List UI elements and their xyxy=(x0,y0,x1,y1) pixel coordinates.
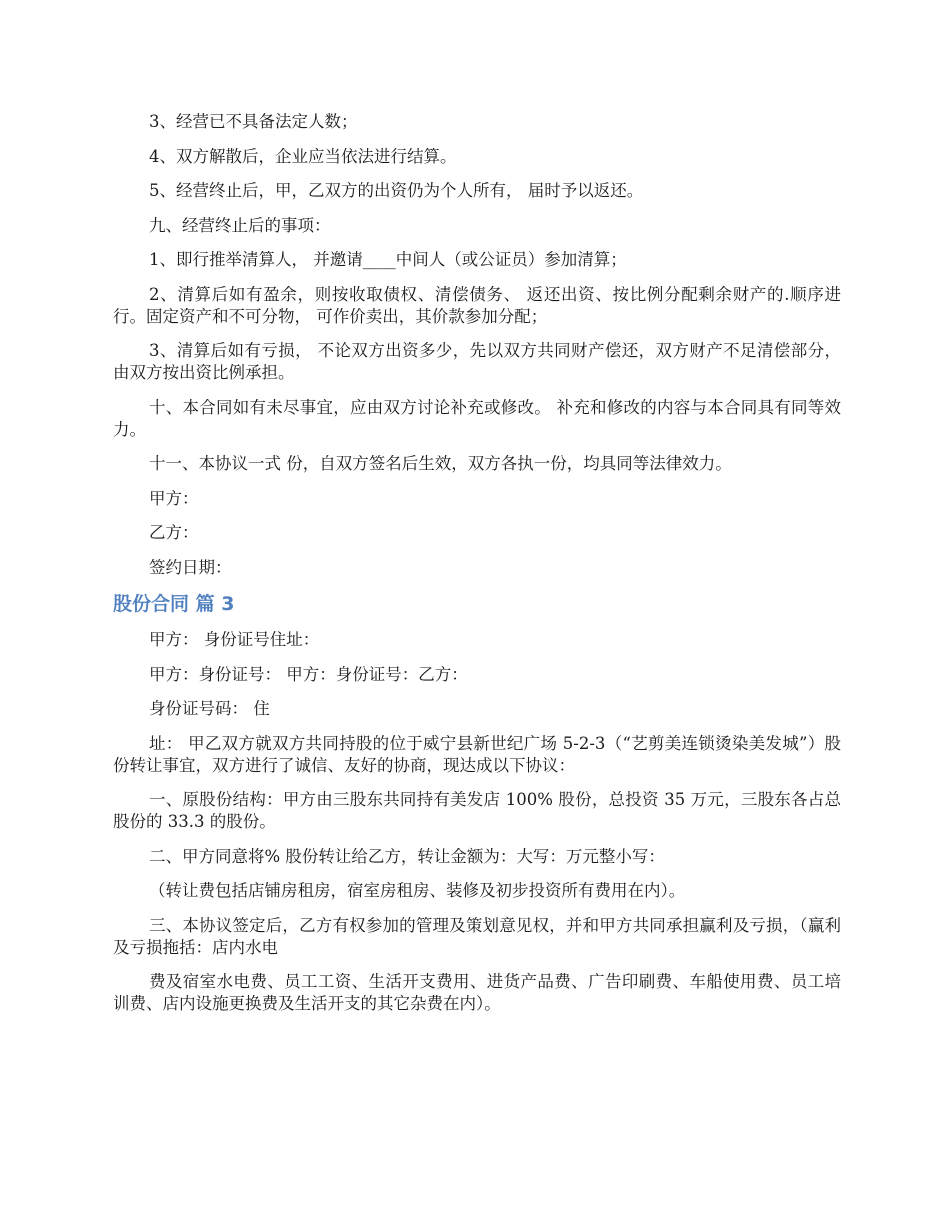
paragraph: 二、甲方同意将% 股份转让给乙方，转让金额为：大写：万元整小写： xyxy=(149,846,665,866)
signing-date: 签约日期： xyxy=(149,557,232,577)
paragraph: 身份证号码： 住 xyxy=(149,699,270,718)
signature-party-a: 甲方： xyxy=(149,488,199,508)
document-body xyxy=(113,111,841,1028)
paragraph: 九、经营终止后的事项： xyxy=(149,215,331,235)
paragraph: 一、原股份结构：甲方由三股东共同持有美发店 100% 股份，总投资 35 万元，三股东各占总股份的 33.3 的股份。 xyxy=(113,790,841,831)
paragraph: 十、本合同如有未尽事宜，应由双方讨论补充或修改。 补充和修改的内容与本合同具有同等效力。 xyxy=(113,397,841,439)
paragraph: 址： 甲乙双方就双方共同持股的位于威宁县新世纪广场 5-2-3（“艺剪美连锁烫染美发城”）股份转让事宜，双方进行了诚信、友好的协商，现达成以下协议： xyxy=(113,733,841,775)
section-heading: 股份合同 篇 3 xyxy=(113,593,235,615)
paragraph: 5、经营终止后，甲，乙双方的出资仍为个人所有， 届时予以返还。 xyxy=(149,181,644,200)
paragraph: 费及宿室水电费、员工工资、生活开支费用、进货产品费、广告印刷费、车船使用费、员工培训费、店内设施更换费及生活开支的其它杂费在内）。 xyxy=(113,972,841,1013)
paragraph: 1、即行推举清算人， 并邀请____中间人（或公证员）参加清算； xyxy=(149,250,627,269)
paragraph: 十一、本协议一式 份，自双方签名后生效，双方各执一份，均具同等法律效力。 xyxy=(149,454,732,473)
paragraph: 甲方：身份证号： 甲方：身份证号：乙方： xyxy=(149,664,468,684)
paragraph: 4、双方解散后，企业应当依法进行结算。 xyxy=(149,146,457,166)
paragraph: 3、经营已不具备法定人数； xyxy=(149,112,358,131)
paragraph: 甲方： 身份证号住址： xyxy=(149,630,320,649)
paragraph: 3、清算后如有亏损， 不论双方出资多少，先以双方共同财产偿还，双方财产不足清偿部分， 由双方按出资比例承担。 xyxy=(113,341,841,382)
paragraph: 三、本协议签定后，乙方有权参加的管理及策划意见权，并和甲方共同承担赢利及亏损，（赢利及亏损拖括：店内水电 xyxy=(113,915,841,957)
paragraph: 2、清算后如有盈余，则按收取债权、清偿债务、 返还出资、按比例分配剩余财产的.顺序进行。固定资产和不可分物， 可作价卖出，其价款参加分配； xyxy=(113,284,841,326)
signature-party-b: 乙方： xyxy=(149,523,199,542)
paragraph: （转让费包括店铺房租房，宿室房租房、装修及初步投资所有费用在内）。 xyxy=(149,881,686,900)
